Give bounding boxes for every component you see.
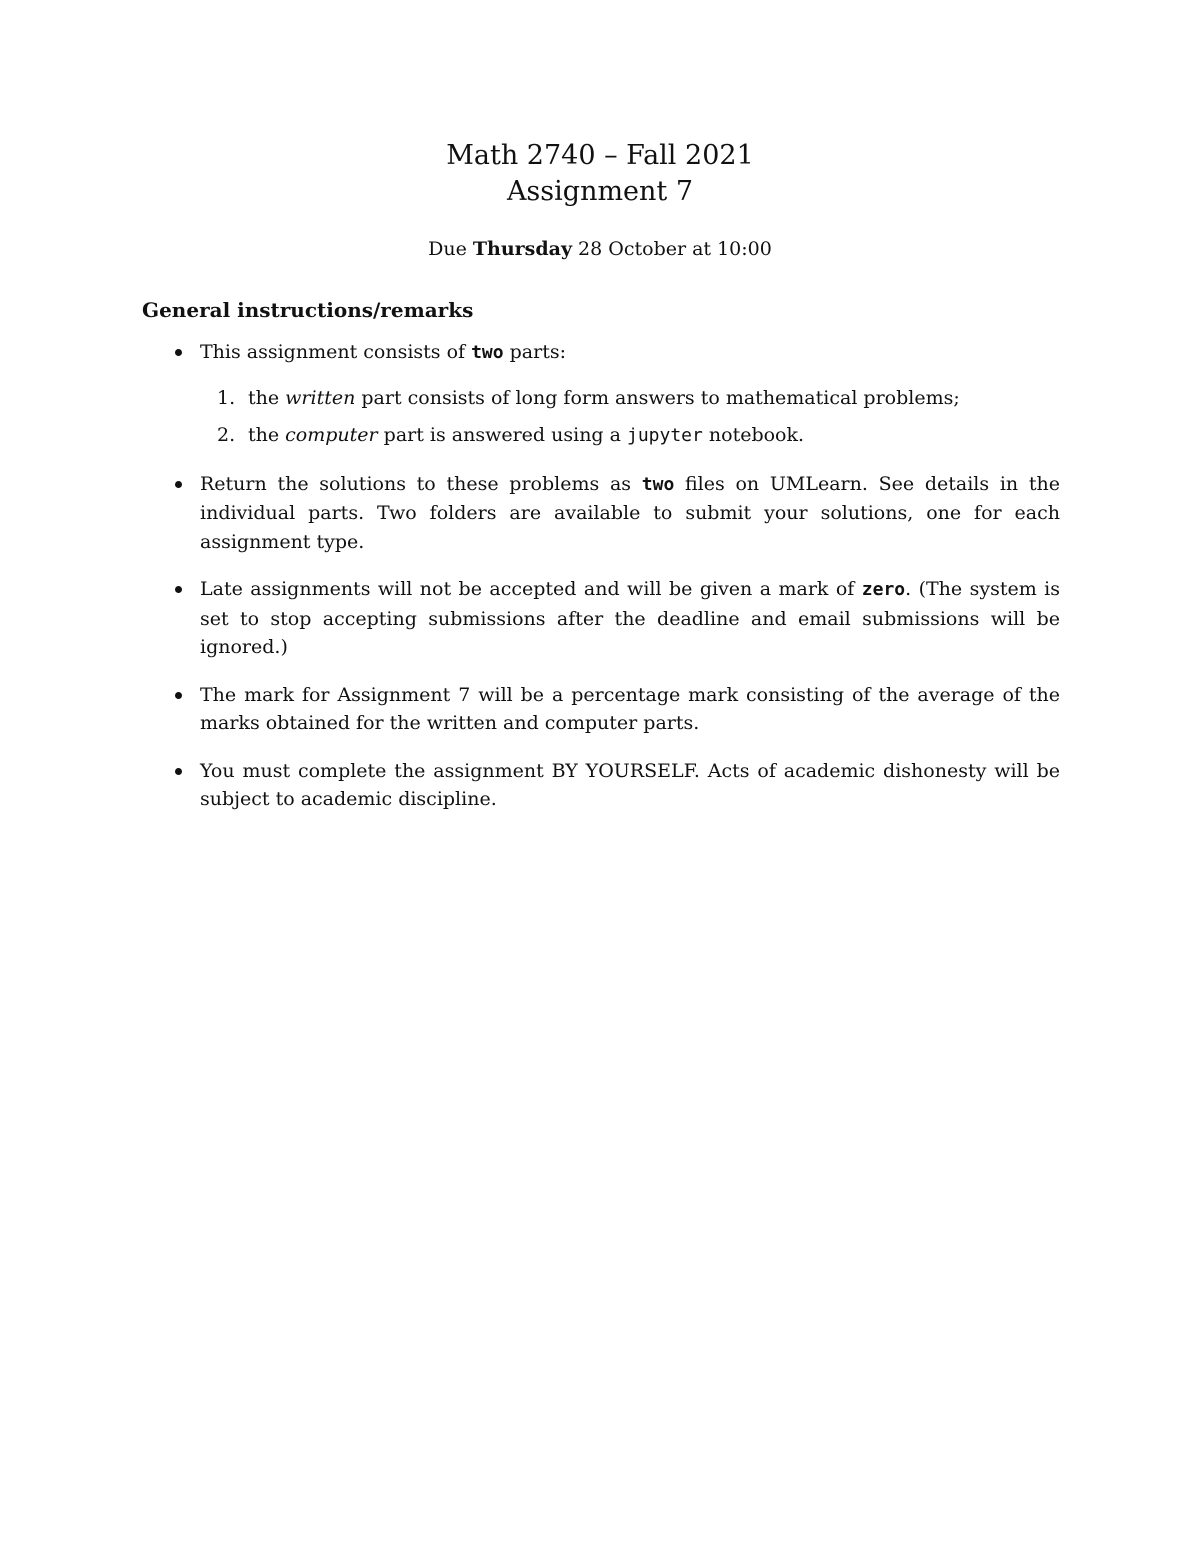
bullet-icon [175, 481, 182, 488]
item-emphasis: two [641, 473, 675, 495]
section-heading: General instructions/remarks [142, 298, 474, 322]
item-text: . (The system is set to stop accepting submissions after the deadline and email submissions will be ignored.) [200, 578, 1060, 658]
item-text: the [248, 424, 286, 446]
item-text: part consists of long form answers to mathematical problems; [355, 386, 960, 409]
sublist-number: 1. [217, 386, 236, 409]
instruction-item-return [142, 470, 1060, 557]
course-title: Math 2740 – Fall 2021 [446, 140, 754, 171]
item-text: files on UMLearn. See details in the individual parts. Two folders are available to submit your solutions, one for each assignment type. [200, 472, 1060, 553]
instruction-item-parts [142, 338, 1060, 451]
item-text: Late assignments will not be accepted and will be given a mark of [200, 578, 862, 600]
instruction-item-honesty [142, 757, 1060, 814]
item-emphasis: two [471, 342, 504, 363]
assignment-title: Assignment 7 [506, 176, 694, 207]
instructions-list [142, 338, 1060, 833]
due-day: Thursday [472, 238, 573, 260]
due-date-line [0, 235, 1200, 263]
item-emphasis: zero [861, 579, 906, 600]
bullet-icon [175, 349, 182, 356]
item-text: Return the solutions to these problems as [200, 472, 642, 495]
instruction-item-mark [142, 681, 1060, 738]
item-text: notebook. [702, 424, 805, 446]
item-italic: computer [285, 424, 378, 446]
sublist-item-written [200, 384, 1060, 413]
bullet-icon [175, 586, 182, 593]
due-rest: 28 October at 10:00 [572, 238, 772, 260]
item-text: This assignment consists of [200, 341, 472, 363]
bullet-icon [175, 692, 182, 699]
item-text: the [248, 386, 286, 409]
item-text: The mark for Assignment 7 will be a percentage mark consisting of the average of the marks obtained for the written and computer parts. [200, 683, 1060, 734]
item-code: jupyter [627, 425, 703, 446]
item-text: parts: [503, 341, 567, 363]
sublist-number: 2. [217, 424, 236, 446]
sublist-item-computer [200, 421, 1060, 451]
due-prefix: Due [428, 238, 473, 260]
instruction-item-late [142, 575, 1060, 662]
item-text: part is answered using a [377, 424, 627, 446]
bullet-icon [175, 768, 182, 775]
item-italic: written [285, 386, 356, 409]
parts-sublist [200, 384, 1060, 451]
item-text: You must complete the assignment BY YOURSELF. Acts of academic dishonesty will be subject to academic discipline. [200, 759, 1060, 810]
